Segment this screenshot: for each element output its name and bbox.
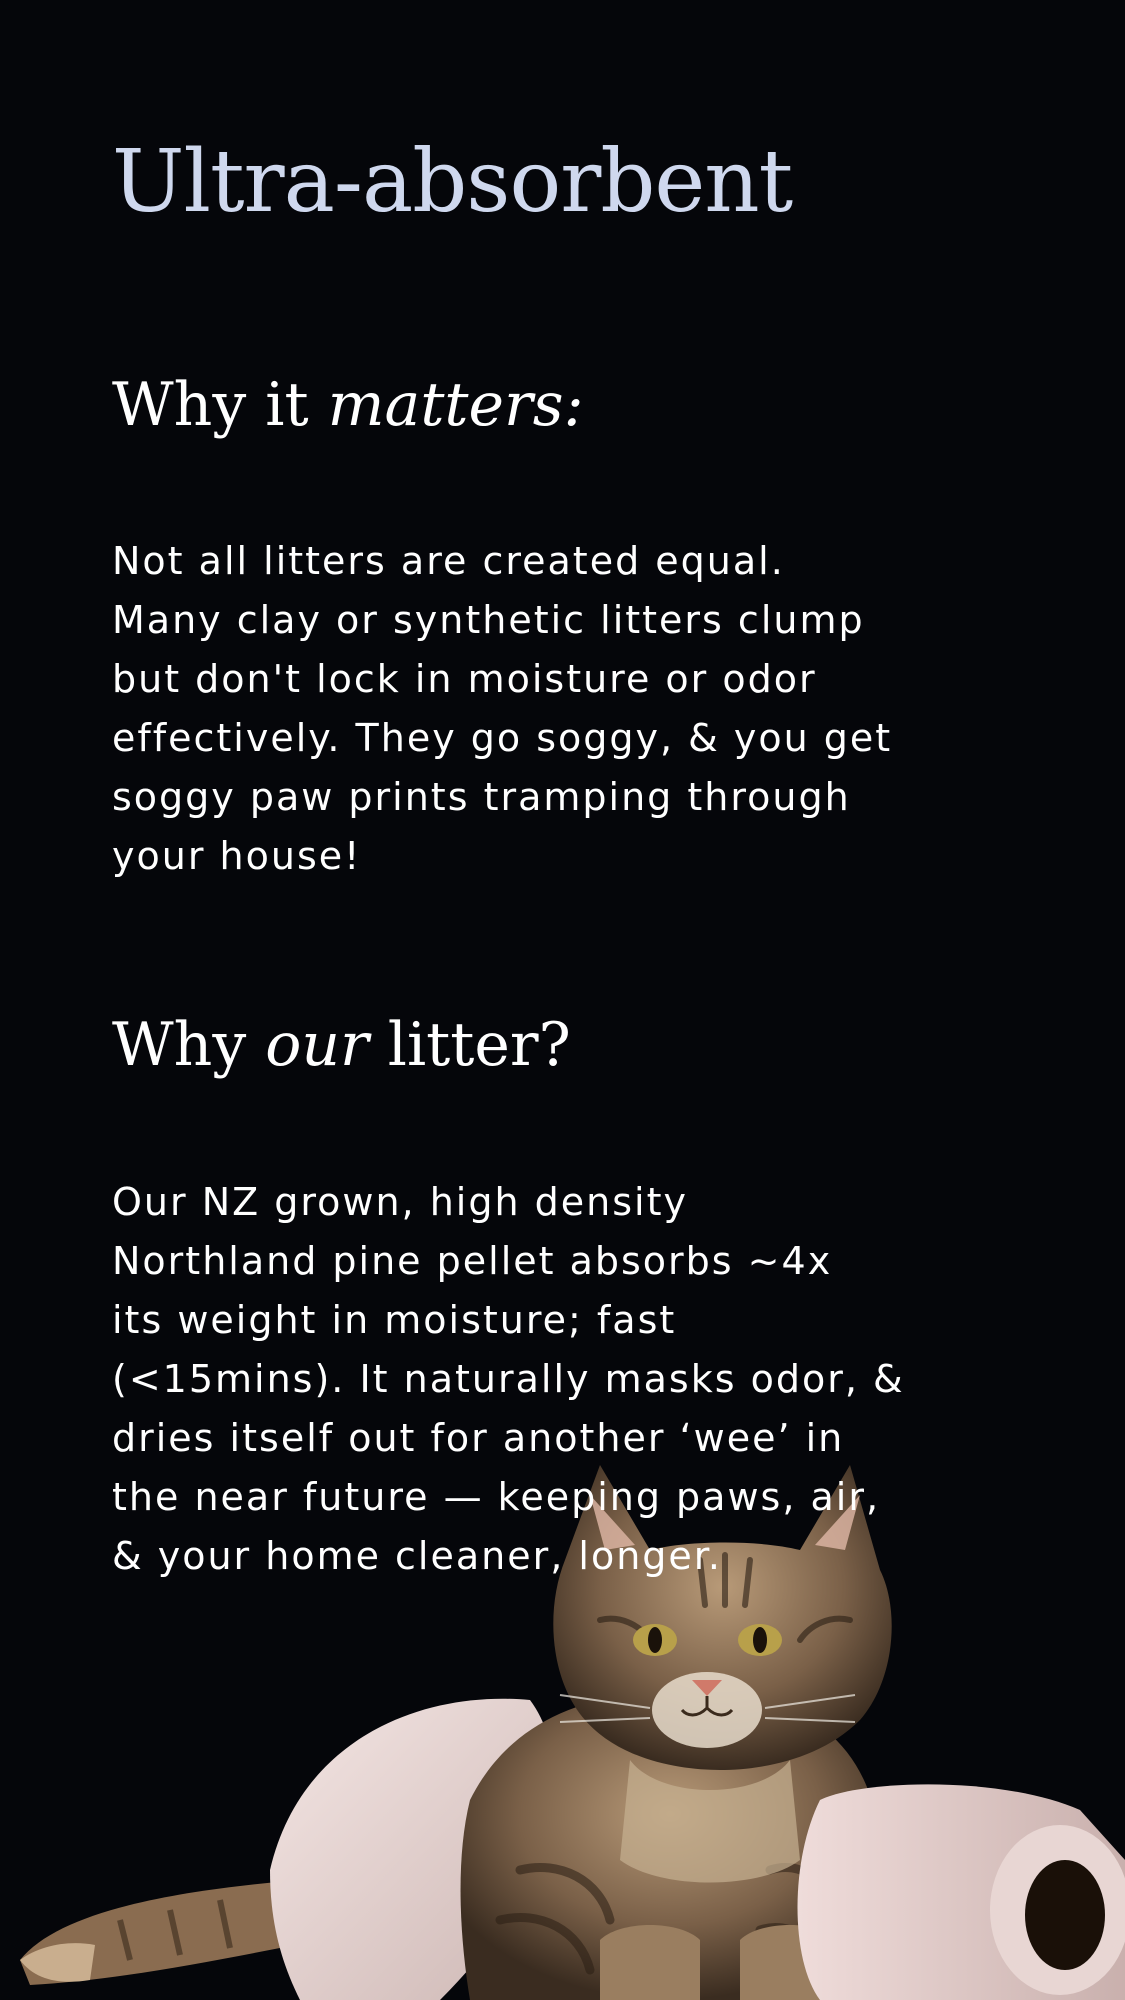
- paragraph-line: & your home cleaner, longer.: [112, 1534, 723, 1578]
- paragraph-why-it-matters: [112, 532, 1012, 886]
- heading-text: Why: [112, 1010, 266, 1080]
- paragraph-line: soggy paw prints tramping through: [112, 775, 851, 819]
- paragraph-line: (<15mins). It naturally masks odor, &: [112, 1357, 905, 1401]
- heading-why-our-litter: [112, 1012, 571, 1078]
- heading-emphasis: matters:: [327, 370, 584, 440]
- heading-text: Why it: [112, 370, 328, 440]
- heading-text: litter?: [368, 1010, 571, 1080]
- paragraph-line: Our NZ grown, high density: [112, 1180, 688, 1224]
- paragraph-line: Many clay or synthetic litters clump: [112, 598, 865, 642]
- paragraph-line: dries itself out for another ‘wee’ in: [112, 1416, 845, 1460]
- paragraph-line: your house!: [112, 834, 362, 878]
- paragraph-why-our-litter: [112, 1173, 1012, 1586]
- paragraph-line: but don't lock in moisture or odor: [112, 657, 817, 701]
- heading-why-it-matters: [112, 372, 584, 438]
- toilet-paper-roll: [798, 1784, 1125, 2000]
- heading-emphasis: our: [265, 1010, 369, 1080]
- page-title: Ultra-absorbent: [112, 132, 793, 232]
- paragraph-line: its weight in moisture; fast: [112, 1298, 677, 1342]
- paragraph-line: Northland pine pellet absorbs ~4x: [112, 1239, 833, 1283]
- paragraph-line: Not all litters are created equal.: [112, 539, 785, 583]
- paragraph-line: effectively. They go soggy, & you get: [112, 716, 893, 760]
- paragraph-line: the near future — keeping paws, air,: [112, 1475, 881, 1519]
